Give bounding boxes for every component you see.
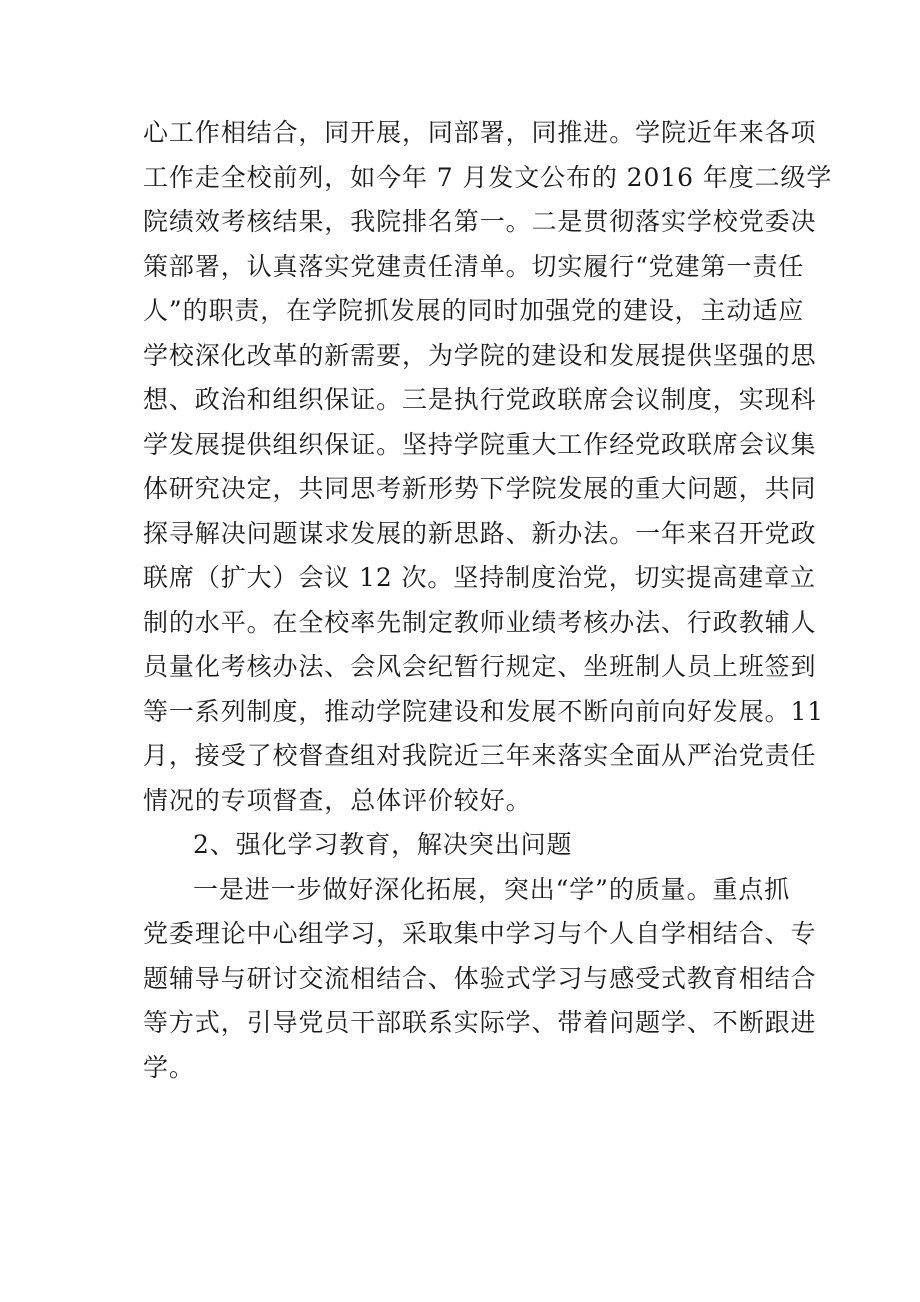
paragraph-line: 人”的职责，在学院抓发展的同时加强党的建设，主动适应 bbox=[143, 296, 805, 325]
paragraph-line: 工作走全校前列，如今年 7 月发文公布的 2016 年度二级学 bbox=[143, 162, 833, 192]
paragraph-line: 等一系列制度，推动学院建设和发展不断向前向好发展。11 bbox=[143, 696, 825, 726]
paragraph-2 bbox=[143, 868, 817, 1091]
document-body bbox=[143, 111, 833, 1090]
paragraph-line: 心工作相结合，同开展，同部署，同推进。学院近年来各项 bbox=[143, 118, 817, 147]
paragraph-line: 联席（扩大）会议 12 次。坚持制度治党，切实提高建章立 bbox=[143, 563, 816, 592]
paragraph-line: 策部署，认真落实党建责任清单。切实履行“党建第一责任 bbox=[143, 251, 805, 281]
paragraph-line: 学。 bbox=[143, 1052, 195, 1082]
paragraph-line: 员量化考核办法、会风会纪暂行规定、坐班制人员上班签到 bbox=[143, 652, 817, 681]
paragraph-line: 制的水平。在全校率先制定教师业绩考核办法、行政教辅人 bbox=[143, 607, 817, 637]
paragraph-line: 想、政治和组织保证。三是执行党政联席会议制度，实现科 bbox=[143, 385, 817, 414]
paragraph-line: 党委理论中心组学习，采取集中学习与个人自学相结合、专 bbox=[143, 919, 817, 948]
section-heading: 2、强化学习教育，解决突出问题 bbox=[193, 830, 573, 859]
paragraph-line: 探寻解决问题谋求发展的新思路、新办法。一年来召开党政 bbox=[143, 518, 817, 548]
paragraph-line: 学校深化改革的新需要，为学院的建设和发展提供坚强的思 bbox=[143, 340, 817, 370]
paragraph-line: 一是进一步做好深化拓展，突出“学”的质量。重点抓 bbox=[193, 874, 791, 904]
paragraph-1 bbox=[143, 111, 833, 823]
paragraph-line: 月，接受了校督查组对我院近三年来落实全面从严治党责任 bbox=[143, 741, 817, 770]
paragraph-line: 题辅导与研讨交流相结合、体验式学习与感受式教育相结合 bbox=[143, 963, 817, 993]
paragraph-line: 等方式，引导党员干部联系实际学、带着问题学、不断跟进 bbox=[143, 1008, 817, 1037]
paragraph-line: 情况的专项督查，总体评价较好。 bbox=[143, 785, 532, 815]
paragraph-line: 院绩效考核结果，我院排名第一。二是贯彻落实学校党委决 bbox=[143, 207, 817, 236]
paragraph-line: 学发展提供组织保证。坚持学院重大工作经党政联席会议集 bbox=[143, 429, 817, 459]
paragraph-line: 体研究决定，共同思考新形势下学院发展的重大问题，共同 bbox=[143, 474, 817, 503]
